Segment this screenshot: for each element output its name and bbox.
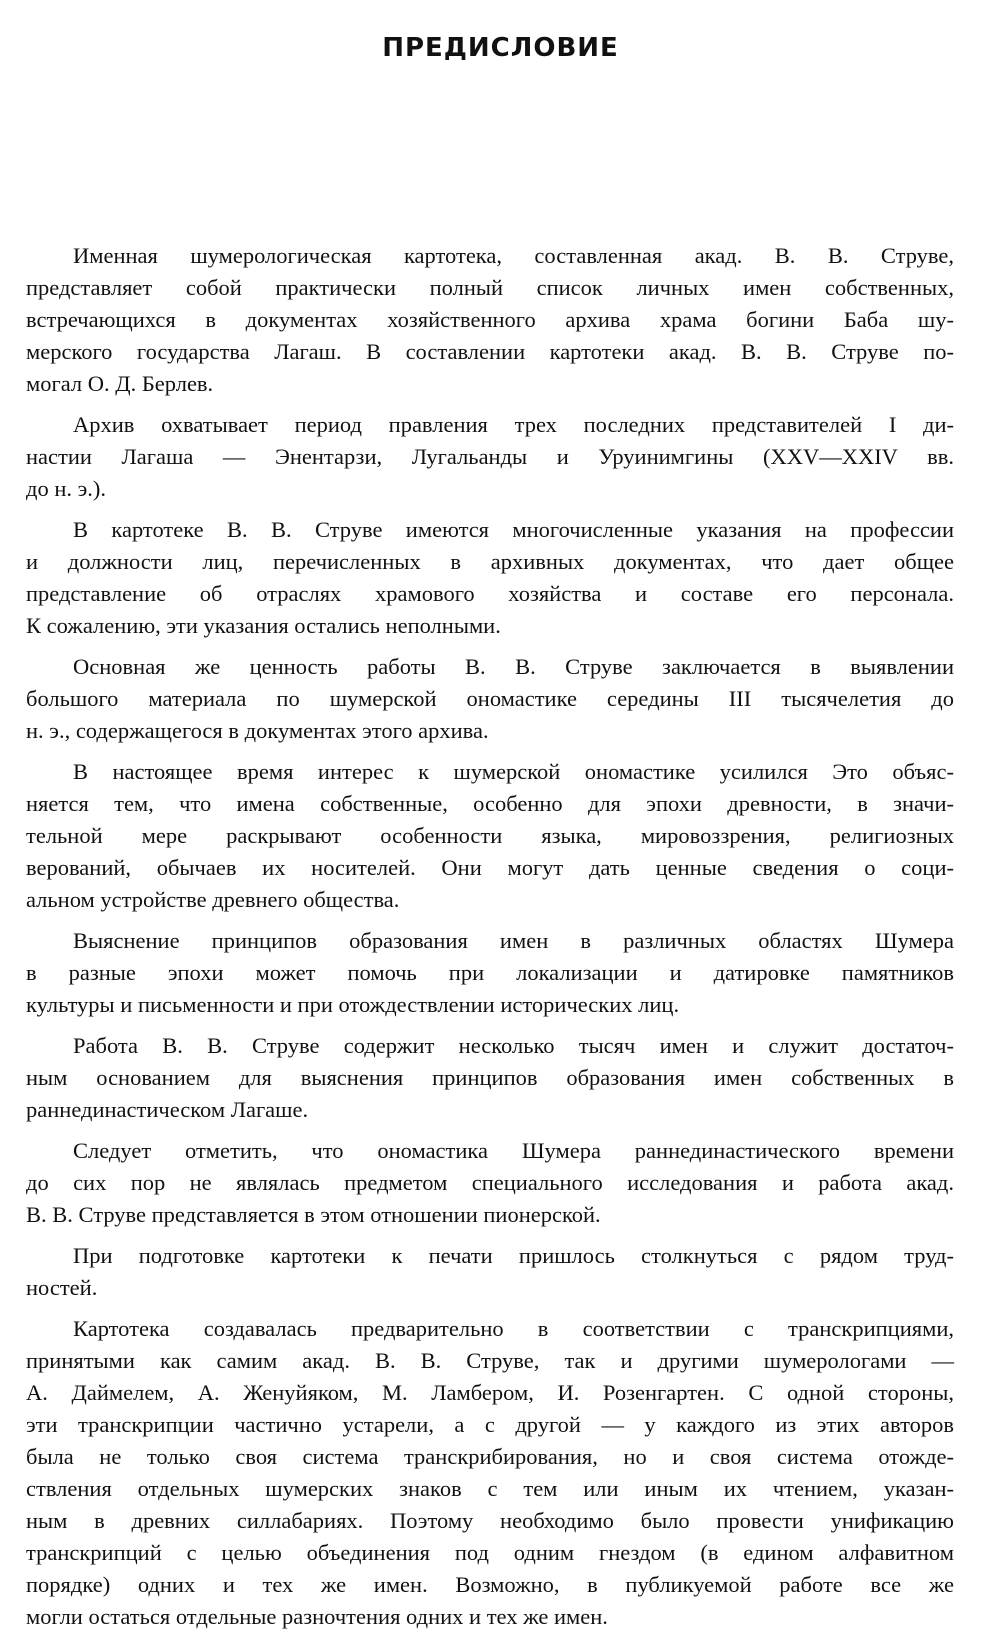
- text-line: ным в древних силлабариях. Поэтому необходимо было провести унификацию: [26, 1508, 954, 1533]
- paragraph: [26, 1030, 954, 1126]
- text-line: ностей.: [26, 1275, 98, 1300]
- text-line: до сих пор не являлась предметом специального исследования и работа акад.: [26, 1170, 954, 1195]
- text-line: настии Лагаша — Энентарзи, Лугальанды и Уруинимгины (XXV—XXIV вв.: [26, 444, 954, 469]
- paragraph: [26, 240, 954, 400]
- paragraph: [26, 514, 954, 642]
- text-line: большого материала по шумерской ономастике середины III тысячелетия до: [26, 686, 954, 711]
- text-line: В. В. Струве представляется в этом отношении пионерской.: [26, 1202, 601, 1227]
- text-line: была не только своя система транскрибирования, но и своя система отожде-: [26, 1444, 954, 1469]
- text-line: Выяснение принципов образования имен в различных областях Шумера: [73, 928, 954, 953]
- text-line: культуры и письменности и при отождествлении исторических лиц.: [26, 992, 680, 1017]
- paragraph: [26, 756, 954, 916]
- text-line: мерского государства Лагаш. В составлении картотеки акад. В. В. Струве по-: [26, 339, 954, 364]
- text-line: могли остаться отдельные разночтения одних и тех же имен.: [26, 1604, 608, 1629]
- text-line: Основная же ценность работы В. В. Струве заключается в выявлении: [73, 654, 954, 679]
- text-line: А. Даймелем, А. Женуйяком, М. Ламбером, И. Розенгартен. С одной стороны,: [26, 1380, 954, 1405]
- text-line: порядке) одних и тех же имен. Возможно, в публикуемой работе все же: [26, 1572, 954, 1597]
- paragraph: [26, 651, 954, 747]
- paragraph: [26, 1135, 954, 1231]
- text-line: тельной мере раскрывают особенности языка, мировоззрения, религиозных: [26, 823, 954, 848]
- text-line: Работа В. В. Струве содержит несколько тысяч имен и служит достаточ-: [73, 1033, 954, 1058]
- paragraph: [26, 1313, 954, 1633]
- text-line: раннединастическом Лагаше.: [26, 1097, 309, 1122]
- text-line: могал О. Д. Берлев.: [26, 371, 214, 396]
- text-line: Следует отметить, что ономастика Шумера раннединастического времени: [73, 1138, 954, 1163]
- text-line: Архив охватывает период правления трех последних представителей I ди-: [73, 412, 954, 437]
- text-line: Именная шумерологическая картотека, составленная акад. В. В. Струве,: [73, 243, 954, 268]
- text-line: няется тем, что имена собственные, особенно для эпохи древности, в значи-: [26, 791, 954, 816]
- text-line: в разные эпохи может помочь при локализации и датировке памятников: [26, 960, 954, 985]
- text-line: Картотека создавалась предварительно в соответствии с транскрипциями,: [73, 1316, 954, 1341]
- paragraph: [26, 1240, 954, 1304]
- text-line: В картотеке В. В. Струве имеются многочисленные указания на профессии: [73, 517, 954, 542]
- text-line: В настоящее время интерес к шумерской ономастике усилился Это объяс-: [73, 759, 954, 784]
- paragraph: [26, 925, 954, 1021]
- text-line: альном устройстве древнего общества.: [26, 887, 400, 912]
- text-line: представляет собой практически полный список личных имен собственных,: [26, 275, 954, 300]
- text-line: представление об отраслях храмового хозяйства и составе его персонала.: [26, 581, 954, 606]
- text-line: ным основанием для выяснения принципов образования имен собственных в: [26, 1065, 954, 1090]
- text-line: и должности лиц, перечисленных в архивных документах, что дает общее: [26, 549, 954, 574]
- text-line: ствления отдельных шумерских знаков с тем или иным их чтением, указан-: [26, 1476, 954, 1501]
- text-line: транскрипций с целью объединения под одним гнездом (в едином алфавитном: [26, 1540, 954, 1565]
- page-title: ПРЕДИСЛОВИЕ: [382, 33, 619, 63]
- text-line: К сожалению, эти указания остались неполными.: [26, 613, 501, 638]
- text-line: до н. э.).: [26, 476, 107, 501]
- text-line: верований, обычаев их носителей. Они могут дать ценные сведения о соци-: [26, 855, 954, 880]
- text-line: встречающихся в документах хозяйственного архива храма богини Баба шу-: [26, 307, 954, 332]
- paragraph: [26, 409, 954, 505]
- text-line: принятыми как самим акад. В. В. Струве, так и другими шумерологами —: [26, 1348, 954, 1373]
- text-line: эти транскрипции частично устарели, а с другой — у каждого из этих авторов: [26, 1412, 954, 1437]
- preface-body: [26, 240, 954, 1642]
- text-line: При подготовке картотеки к печати пришлось столкнуться с рядом труд-: [73, 1243, 954, 1268]
- text-line: н. э., содержащегося в документах этого архива.: [26, 718, 489, 743]
